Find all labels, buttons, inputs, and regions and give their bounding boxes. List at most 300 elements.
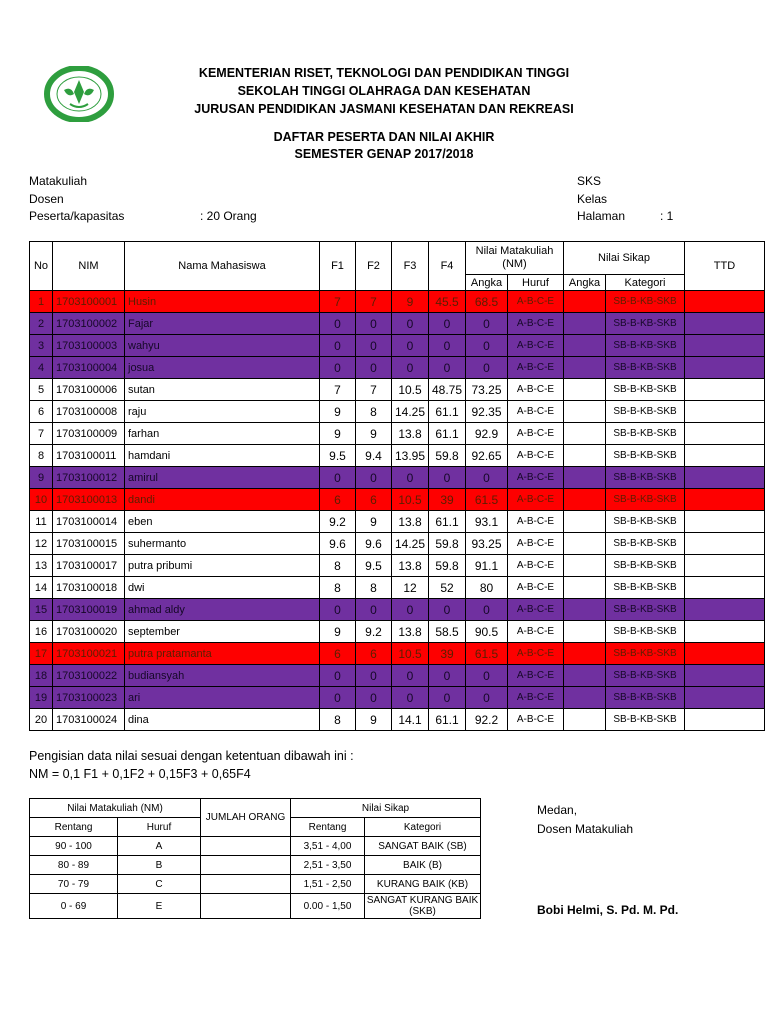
cell-no: 15 (30, 599, 53, 621)
cell-f3: 0 (392, 665, 429, 687)
cell-nim: 1703100013 (53, 489, 125, 511)
cell-ttd (685, 533, 765, 555)
cell-ttd (685, 379, 765, 401)
cell-no: 18 (30, 665, 53, 687)
cell-nm-huruf: A-B-C-E (508, 643, 564, 665)
cell-sikap-angka (564, 665, 606, 687)
cell-nm-angka: 61.5 (466, 489, 508, 511)
cell-sikap-angka (564, 489, 606, 511)
table-row (30, 291, 765, 313)
cell-f3: 0 (392, 687, 429, 709)
legend-nm-header: Nilai Matakuliah (NM) (30, 799, 201, 818)
cell-sikap-angka (564, 577, 606, 599)
legend-letter: E (118, 894, 201, 919)
semester-title: SEMESTER GENAP 2017/2018 (294, 147, 474, 161)
table-row (30, 643, 765, 665)
table-row (30, 445, 765, 467)
cell-nm-angka: 92.35 (466, 401, 508, 423)
cell-nm-angka: 68.5 (466, 291, 508, 313)
cell-nm-angka: 0 (466, 687, 508, 709)
formula-intro: Pengisian data nilai sesuai dengan ketentuan dibawah ini : (29, 749, 354, 763)
cell-nm-huruf: A-B-C-E (508, 533, 564, 555)
cell-f2: 0 (356, 665, 392, 687)
halaman-label: Halaman (577, 209, 626, 223)
col-header-sikap-kategori: Kategori (606, 275, 685, 291)
cell-nm-huruf: A-B-C-E (508, 577, 564, 599)
legend-letter: C (118, 875, 201, 894)
legend-letter: B (118, 856, 201, 875)
cell-sikap-kategori: SB-B-KB-SKB (606, 555, 685, 577)
legend-jumlah-header: JUMLAH ORANG (201, 799, 291, 837)
cell-f2: 0 (356, 313, 392, 335)
legend-row (30, 837, 481, 856)
cell-no: 3 (30, 335, 53, 357)
cell-sikap-angka (564, 445, 606, 467)
cell-f1: 0 (320, 335, 356, 357)
cell-nm-angka: 61.5 (466, 643, 508, 665)
cell-nm-huruf: A-B-C-E (508, 423, 564, 445)
cell-no: 13 (30, 555, 53, 577)
cell-f3: 0 (392, 467, 429, 489)
legend-range: 0 - 69 (30, 894, 118, 919)
legend-rentang-header: Rentang (30, 818, 118, 837)
legend-huruf-header: Huruf (118, 818, 201, 837)
cell-sikap-kategori: SB-B-KB-SKB (606, 643, 685, 665)
cell-nm-huruf: A-B-C-E (508, 445, 564, 467)
table-row (30, 533, 765, 555)
cell-f4: 59.8 (429, 533, 466, 555)
cell-nm-angka: 0 (466, 599, 508, 621)
table-row (30, 687, 765, 709)
cell-ttd (685, 489, 765, 511)
cell-f4: 39 (429, 489, 466, 511)
cell-f1: 9.2 (320, 511, 356, 533)
cell-f3: 13.8 (392, 621, 429, 643)
cell-nama: ari (125, 687, 320, 709)
cell-ttd (685, 621, 765, 643)
col-header-sikap-group: Nilai Sikap (564, 242, 685, 275)
cell-f4: 59.8 (429, 445, 466, 467)
cell-no: 2 (30, 313, 53, 335)
grades-table (29, 241, 765, 731)
cell-f1: 0 (320, 313, 356, 335)
cell-f1: 9.6 (320, 533, 356, 555)
cell-f1: 6 (320, 643, 356, 665)
cell-f1: 6 (320, 489, 356, 511)
legend-sikap-category: BAIK (B) (365, 856, 481, 875)
cell-nm-angka: 80 (466, 577, 508, 599)
ministry-title: KEMENTERIAN RISET, TEKNOLOGI DAN PENDIDIKAN TINGGI (198, 66, 570, 80)
cell-f1: 7 (320, 379, 356, 401)
cell-no: 16 (30, 621, 53, 643)
cell-nim: 1703100019 (53, 599, 125, 621)
cell-ttd (685, 511, 765, 533)
cell-sikap-angka (564, 687, 606, 709)
table-row (30, 709, 765, 731)
table-row (30, 335, 765, 357)
cell-f1: 0 (320, 665, 356, 687)
cell-nama: sutan (125, 379, 320, 401)
cell-nm-huruf: A-B-C-E (508, 621, 564, 643)
cell-nim: 1703100008 (53, 401, 125, 423)
cell-nim: 1703100006 (53, 379, 125, 401)
cell-no: 17 (30, 643, 53, 665)
legend-sikap-range: 1,51 - 2,50 (291, 875, 365, 894)
cell-sikap-angka (564, 357, 606, 379)
cell-ttd (685, 599, 765, 621)
cell-nama: hamdani (125, 445, 320, 467)
cell-nm-angka: 90.5 (466, 621, 508, 643)
cell-sikap-angka (564, 379, 606, 401)
cell-ttd (685, 665, 765, 687)
table-row (30, 313, 765, 335)
legend-range: 90 - 100 (30, 837, 118, 856)
cell-f2: 9.6 (356, 533, 392, 555)
cell-f2: 0 (356, 687, 392, 709)
cell-sikap-kategori: SB-B-KB-SKB (606, 445, 685, 467)
col-header-nm-huruf: Huruf (508, 275, 564, 291)
cell-f4: 0 (429, 357, 466, 379)
cell-sikap-angka (564, 511, 606, 533)
cell-f4: 61.1 (429, 709, 466, 731)
legend-sikap-category: SANGAT BAIK (SB) (365, 837, 481, 856)
cell-sikap-kategori: SB-B-KB-SKB (606, 489, 685, 511)
cell-f4: 52 (429, 577, 466, 599)
cell-f4: 0 (429, 335, 466, 357)
cell-nim: 1703100015 (53, 533, 125, 555)
legend-sikap-rentang-header: Rentang (291, 818, 365, 837)
cell-f3: 0 (392, 357, 429, 379)
cell-no: 1 (30, 291, 53, 313)
cell-ttd (685, 401, 765, 423)
cell-sikap-angka (564, 291, 606, 313)
legend-row (30, 856, 481, 875)
peserta-value: : 20 Orang (200, 209, 257, 223)
cell-nama: amirul (125, 467, 320, 489)
cell-nim: 1703100002 (53, 313, 125, 335)
cell-no: 7 (30, 423, 53, 445)
cell-ttd (685, 709, 765, 731)
cell-sikap-kategori: SB-B-KB-SKB (606, 313, 685, 335)
cell-f3: 0 (392, 599, 429, 621)
matakuliah-label: Matakuliah (29, 174, 88, 188)
table-row (30, 401, 765, 423)
cell-nim: 1703100023 (53, 687, 125, 709)
cell-nim: 1703100001 (53, 291, 125, 313)
cell-nim: 1703100003 (53, 335, 125, 357)
cell-sikap-angka (564, 709, 606, 731)
col-header-nm-group: Nilai Matakuliah (NM) (466, 242, 564, 275)
cell-no: 12 (30, 533, 53, 555)
cell-f2: 0 (356, 335, 392, 357)
cell-ttd (685, 423, 765, 445)
cell-nama: putra pratamanta (125, 643, 320, 665)
cell-f3: 0 (392, 313, 429, 335)
cell-nama: Husin (125, 291, 320, 313)
cell-sikap-kategori: SB-B-KB-SKB (606, 599, 685, 621)
col-header-f2: F2 (356, 242, 392, 291)
cell-f4: 39 (429, 643, 466, 665)
kelas-label: Kelas (577, 192, 608, 206)
cell-sikap-kategori: SB-B-KB-SKB (606, 621, 685, 643)
cell-f3: 13.8 (392, 555, 429, 577)
cell-nm-huruf: A-B-C-E (508, 335, 564, 357)
cell-sikap-angka (564, 599, 606, 621)
cell-nama: dwi (125, 577, 320, 599)
legend-sikap-range: 2,51 - 3,50 (291, 856, 365, 875)
cell-nm-huruf: A-B-C-E (508, 357, 564, 379)
legend-sikap-range: 0.00 - 1,50 (291, 894, 365, 919)
cell-no: 5 (30, 379, 53, 401)
cell-nama: Fajar (125, 313, 320, 335)
legend-jumlah (201, 837, 291, 856)
cell-nm-angka: 73.25 (466, 379, 508, 401)
cell-sikap-angka (564, 335, 606, 357)
cell-f2: 7 (356, 291, 392, 313)
cell-f4: 58.5 (429, 621, 466, 643)
cell-f1: 8 (320, 577, 356, 599)
cell-f1: 0 (320, 687, 356, 709)
cell-f2: 0 (356, 357, 392, 379)
table-row (30, 423, 765, 445)
cell-sikap-kategori: SB-B-KB-SKB (606, 379, 685, 401)
legend-sikap-category: KURANG BAIK (KB) (365, 875, 481, 894)
cell-nm-angka: 93.1 (466, 511, 508, 533)
cell-ttd (685, 555, 765, 577)
cell-nim: 1703100018 (53, 577, 125, 599)
cell-sikap-angka (564, 313, 606, 335)
legend-kategori-header: Kategori (365, 818, 481, 837)
cell-sikap-kategori: SB-B-KB-SKB (606, 467, 685, 489)
cell-f1: 9 (320, 401, 356, 423)
table-row (30, 511, 765, 533)
cell-nm-huruf: A-B-C-E (508, 555, 564, 577)
legend-range: 70 - 79 (30, 875, 118, 894)
cell-f4: 0 (429, 599, 466, 621)
col-header-f3: F3 (392, 242, 429, 291)
table-row (30, 357, 765, 379)
cell-f2: 9.5 (356, 555, 392, 577)
cell-ttd (685, 445, 765, 467)
cell-f4: 0 (429, 313, 466, 335)
cell-nm-huruf: A-B-C-E (508, 687, 564, 709)
table-row (30, 577, 765, 599)
cell-f2: 6 (356, 489, 392, 511)
cell-nm-angka: 0 (466, 313, 508, 335)
cell-nm-huruf: A-B-C-E (508, 665, 564, 687)
cell-nm-angka: 0 (466, 665, 508, 687)
cell-sikap-angka (564, 467, 606, 489)
cell-ttd (685, 335, 765, 357)
cell-nim: 1703100017 (53, 555, 125, 577)
cell-f2: 0 (356, 599, 392, 621)
cell-nama: budiansyah (125, 665, 320, 687)
cell-nama: september (125, 621, 320, 643)
cell-nm-huruf: A-B-C-E (508, 291, 564, 313)
sks-label: SKS (577, 174, 602, 188)
cell-no: 20 (30, 709, 53, 731)
cell-nm-angka: 92.2 (466, 709, 508, 731)
halaman-value: : 1 (660, 209, 674, 223)
cell-nim: 1703100014 (53, 511, 125, 533)
cell-f1: 9 (320, 423, 356, 445)
cell-f2: 8 (356, 401, 392, 423)
cell-f3: 0 (392, 335, 429, 357)
cell-nama: dandi (125, 489, 320, 511)
table-row (30, 379, 765, 401)
cell-f3: 14.1 (392, 709, 429, 731)
legend-jumlah (201, 875, 291, 894)
cell-nama: wahyu (125, 335, 320, 357)
legend-row (30, 875, 481, 894)
cell-f4: 45.5 (429, 291, 466, 313)
cell-nm-huruf: A-B-C-E (508, 511, 564, 533)
table-row (30, 555, 765, 577)
legend-letter: A (118, 837, 201, 856)
cell-sikap-angka (564, 643, 606, 665)
cell-f2: 6 (356, 643, 392, 665)
cell-no: 8 (30, 445, 53, 467)
cell-f2: 9 (356, 511, 392, 533)
table-row (30, 621, 765, 643)
legend-sikap-header: Nilai Sikap (291, 799, 481, 818)
cell-nim: 1703100022 (53, 665, 125, 687)
cell-f4: 0 (429, 665, 466, 687)
cell-no: 9 (30, 467, 53, 489)
cell-f3: 14.25 (392, 401, 429, 423)
cell-sikap-kategori: SB-B-KB-SKB (606, 665, 685, 687)
cell-ttd (685, 357, 765, 379)
col-header-nim: NIM (53, 242, 125, 291)
cell-ttd (685, 577, 765, 599)
cell-f3: 13.8 (392, 511, 429, 533)
col-header-sikap-angka: Angka (564, 275, 606, 291)
department-title: JURUSAN PENDIDIKAN JASMANI KESEHATAN DAN REKREASI (194, 102, 574, 116)
cell-f4: 0 (429, 687, 466, 709)
cell-sikap-kategori: SB-B-KB-SKB (606, 709, 685, 731)
cell-nama: suhermanto (125, 533, 320, 555)
cell-ttd (685, 291, 765, 313)
table-row (30, 489, 765, 511)
cell-f2: 9 (356, 709, 392, 731)
cell-nim: 1703100009 (53, 423, 125, 445)
cell-ttd (685, 467, 765, 489)
cell-sikap-angka (564, 621, 606, 643)
cell-nm-huruf: A-B-C-E (508, 401, 564, 423)
cell-f1: 0 (320, 599, 356, 621)
cell-nm-huruf: A-B-C-E (508, 379, 564, 401)
legend-jumlah (201, 856, 291, 875)
col-header-ttd: TTD (685, 242, 765, 291)
cell-nm-angka: 93.25 (466, 533, 508, 555)
signature-role: Dosen Matakuliah (537, 822, 634, 836)
cell-f3: 13.8 (392, 423, 429, 445)
cell-f3: 9 (392, 291, 429, 313)
col-header-f1: F1 (320, 242, 356, 291)
cell-nim: 1703100004 (53, 357, 125, 379)
cell-sikap-kategori: SB-B-KB-SKB (606, 577, 685, 599)
signature-place: Medan, (537, 803, 578, 817)
cell-f2: 9 (356, 423, 392, 445)
cell-nm-angka: 0 (466, 335, 508, 357)
school-title: SEKOLAH TINGGI OLAHRAGA DAN KESEHATAN (237, 84, 531, 98)
cell-nama: farhan (125, 423, 320, 445)
col-header-f4: F4 (429, 242, 466, 291)
cell-f3: 10.5 (392, 379, 429, 401)
cell-f2: 0 (356, 467, 392, 489)
cell-nm-huruf: A-B-C-E (508, 467, 564, 489)
cell-f4: 59.8 (429, 555, 466, 577)
cell-f3: 10.5 (392, 643, 429, 665)
cell-sikap-angka (564, 423, 606, 445)
col-header-nm-angka: Angka (466, 275, 508, 291)
cell-sikap-angka (564, 401, 606, 423)
cell-sikap-kategori: SB-B-KB-SKB (606, 687, 685, 709)
legend-jumlah (201, 894, 291, 919)
cell-f1: 0 (320, 467, 356, 489)
cell-f4: 48.75 (429, 379, 466, 401)
cell-f4: 61.1 (429, 401, 466, 423)
cell-no: 19 (30, 687, 53, 709)
cell-no: 11 (30, 511, 53, 533)
legend-table (29, 798, 481, 919)
cell-nama: ahmad aldy (125, 599, 320, 621)
cell-nm-angka: 0 (466, 357, 508, 379)
cell-nim: 1703100011 (53, 445, 125, 467)
document-title: DAFTAR PESERTA DAN NILAI AKHIR (273, 130, 495, 144)
cell-f1: 8 (320, 555, 356, 577)
cell-f3: 12 (392, 577, 429, 599)
cell-nm-angka: 0 (466, 467, 508, 489)
cell-f2: 9.2 (356, 621, 392, 643)
cell-sikap-kategori: SB-B-KB-SKB (606, 401, 685, 423)
cell-nm-huruf: A-B-C-E (508, 489, 564, 511)
peserta-label: Peserta/kapasitas (29, 209, 125, 223)
cell-sikap-kategori: SB-B-KB-SKB (606, 335, 685, 357)
legend-sikap-range: 3,51 - 4,00 (291, 837, 365, 856)
cell-f4: 61.1 (429, 511, 466, 533)
legend-range: 80 - 89 (30, 856, 118, 875)
cell-f1: 0 (320, 357, 356, 379)
formula-nm: NM = 0,1 F1 + 0,1F2 + 0,15F3 + 0,65F4 (29, 767, 251, 781)
cell-nama: raju (125, 401, 320, 423)
signature-name: Bobi Helmi, S. Pd. M. Pd. (537, 903, 679, 917)
cell-sikap-kategori: SB-B-KB-SKB (606, 423, 685, 445)
cell-f3: 13.95 (392, 445, 429, 467)
cell-f1: 9.5 (320, 445, 356, 467)
cell-sikap-angka (564, 555, 606, 577)
cell-no: 6 (30, 401, 53, 423)
cell-f2: 8 (356, 577, 392, 599)
cell-no: 10 (30, 489, 53, 511)
cell-nama: eben (125, 511, 320, 533)
cell-nm-angka: 92.65 (466, 445, 508, 467)
cell-nama: josua (125, 357, 320, 379)
cell-f3: 14.25 (392, 533, 429, 555)
cell-nim: 1703100020 (53, 621, 125, 643)
cell-ttd (685, 313, 765, 335)
cell-f4: 61.1 (429, 423, 466, 445)
cell-nama: putra pribumi (125, 555, 320, 577)
col-header-nama: Nama Mahasiswa (125, 242, 320, 291)
cell-f2: 9.4 (356, 445, 392, 467)
cell-sikap-kategori: SB-B-KB-SKB (606, 291, 685, 313)
cell-sikap-angka (564, 533, 606, 555)
cell-nm-huruf: A-B-C-E (508, 709, 564, 731)
cell-f1: 9 (320, 621, 356, 643)
cell-f3: 10.5 (392, 489, 429, 511)
cell-f1: 8 (320, 709, 356, 731)
